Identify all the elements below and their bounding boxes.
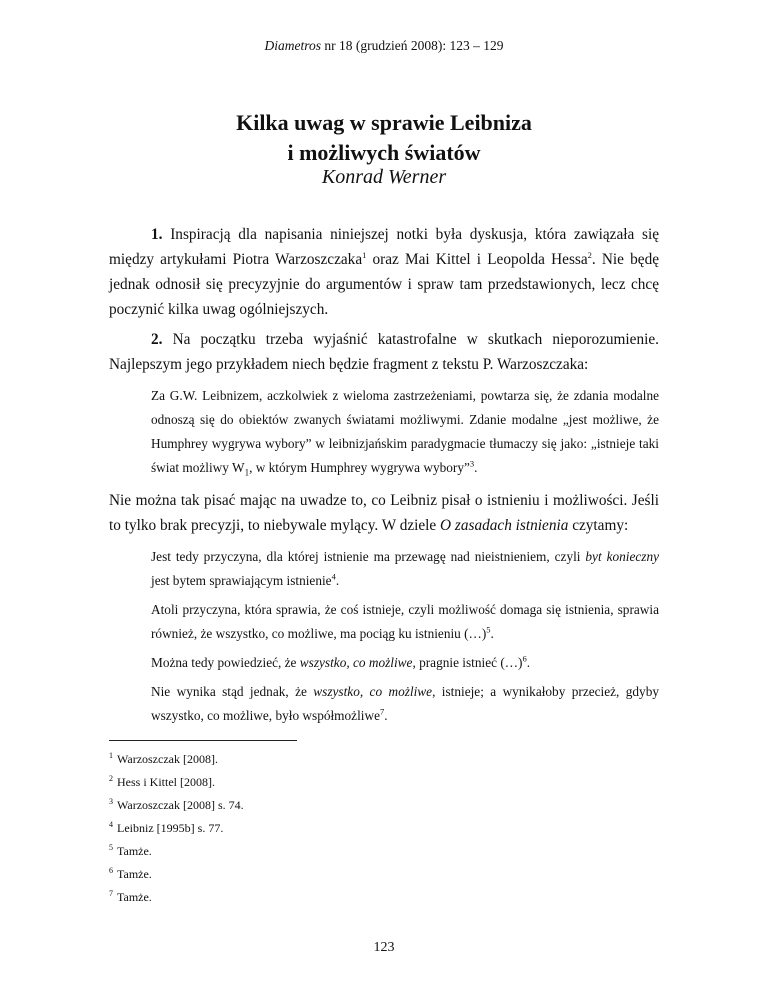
quote-text: . — [474, 460, 478, 475]
quote-text: jest bytem sprawiającym istnienie — [151, 573, 332, 588]
footnote-ref[interactable]: 6 — [522, 653, 527, 664]
book-title: O zasadach istnienia — [440, 517, 569, 534]
footnote — [109, 771, 659, 794]
quote-emphasis: wszystko, co możliwe — [299, 655, 413, 670]
footnote-number: 4 — [109, 820, 113, 829]
footnote-ref[interactable]: 2 — [587, 249, 592, 260]
footnote — [109, 748, 659, 771]
quote-paragraph — [151, 651, 659, 675]
block-quote-1 — [151, 384, 659, 480]
issue-info: nr 18 (grudzień 2008): 123 – 129 — [320, 38, 504, 53]
paragraph-text: Inspiracją dla napisania niniejszej notki była dyskusja, która zawiązała się między artykułami Piotra Warzoszczaka — [109, 226, 659, 268]
block-quote-2 — [151, 545, 659, 728]
page-number: 123 — [373, 940, 395, 955]
footnote — [109, 840, 659, 863]
paragraph-3 — [109, 488, 659, 538]
quote-text: Nie wynika stąd jednak, że — [151, 684, 314, 699]
footnote-text: Leibniz [1995b] s. 77. — [117, 821, 224, 835]
quote-text: Atoli przyczyna, która sprawia, że coś istnieje, czyli możliwość domaga się istnienia, sprawia również, że wszystko, co możliwe, ma pociąg ku istnieniu (…) — [151, 602, 659, 641]
footnote-text: Warzoszczak [2008] s. 74. — [117, 798, 244, 812]
title-line-1: Kilka uwag w sprawie Leibniza — [236, 110, 532, 135]
quote-text: Jest tedy przyczyna, dla której istnienie ma przewagę nad nieistnieniem, czyli — [151, 549, 586, 564]
quote-text: . — [335, 573, 340, 588]
quote-text: . — [526, 655, 531, 670]
section-number-1: 1. — [151, 226, 163, 243]
quote-text: , w którym Humphrey wygrywa wybory” — [249, 460, 470, 475]
footnotes — [109, 748, 659, 909]
title-line-2: i możliwych światów — [287, 140, 481, 165]
footnote-text: Tamże. — [117, 844, 152, 858]
quote-text: , pragnie istnieć (…) — [412, 655, 523, 670]
quote-emphasis: byt konieczny — [585, 549, 659, 564]
quote-text: . — [490, 626, 494, 641]
quote-emphasis: wszystko, co możliwe — [313, 684, 433, 699]
section-number-2: 2. — [151, 331, 163, 348]
journal-name: Diametros — [264, 38, 321, 53]
footnote-number: 5 — [109, 843, 113, 852]
footnote — [109, 886, 659, 909]
paragraph-text: czytamy: — [568, 517, 629, 534]
footnote-number: 2 — [109, 774, 113, 783]
footnote-number: 3 — [109, 797, 113, 806]
footnote-text: Tamże. — [117, 890, 152, 904]
author-name: Konrad Werner — [321, 166, 447, 188]
subscript: 1 — [244, 467, 250, 478]
quote-paragraph — [151, 545, 659, 593]
footnote-number: 1 — [109, 751, 113, 760]
paragraph-text: Na początku trzeba wyjaśnić katastrofalne w skutkach nieporozumienie. Najlepszym jego przykładem niech będzie fragment z tekstu P. Warzoszczaka: — [109, 331, 659, 373]
footnote-text: Warzoszczak [2008]. — [117, 752, 218, 766]
quote-paragraph — [151, 680, 659, 728]
footnote-ref[interactable]: 5 — [486, 624, 491, 635]
footnote-number: 7 — [109, 889, 113, 898]
footnote-ref[interactable]: 7 — [379, 706, 385, 717]
quote-paragraph — [151, 598, 659, 646]
footnote — [109, 863, 659, 886]
quote-text: , istnieje; a wynikałoby przecież, gdyby wszystko, co możliwe, było współmożliwe — [151, 684, 659, 723]
paragraph-text: oraz Mai Kittel i Leopolda Hessa — [366, 251, 588, 268]
footnote-text: Hess i Kittel [2008]. — [117, 775, 215, 789]
footnote-divider — [109, 740, 297, 741]
footnote-ref[interactable]: 1 — [362, 249, 367, 260]
article-body — [109, 222, 659, 736]
footnote — [109, 794, 659, 817]
footnote — [109, 817, 659, 840]
footnote-text: Tamże. — [117, 867, 152, 881]
footnote-number: 6 — [109, 866, 113, 875]
footnote-ref[interactable]: 3 — [469, 458, 475, 469]
running-head — [0, 38, 768, 54]
paragraph-1 — [109, 222, 659, 322]
footnote-ref[interactable]: 4 — [331, 571, 336, 582]
quote-text: . — [384, 708, 388, 723]
article-title — [0, 108, 768, 168]
quote-text: Za G.W. Leibnizem, aczkolwiek z wieloma zastrzeżeniami, powtarza się, że zdania modalne odnoszą się do obiektów zwanych światami możliwymi. Zdanie modalne „jest możliwe, że Humphrey wygrywa wybory” w leibnizjańskim paradygmacie tłumaczy się jako: „istnieje taki świat możliwy W — [151, 388, 659, 475]
quote-paragraph — [151, 384, 659, 480]
paragraph-text: Nie można tak pisać mając na uwadze to, co Leibniz pisał o istnieniu i możliwości. Jeśli to tylko brak precyzji, to niebywale mylący. W dziele — [109, 492, 659, 534]
paragraph-2 — [109, 327, 659, 377]
paragraph-text: . Nie będę jednak odnosił się precyzyjnie do argumentów i spraw tam przedstawionych, lecz chcę poczynić kilka uwag ogólniejszych. — [109, 251, 660, 318]
quote-text: Można tedy powiedzieć, że — [151, 655, 300, 670]
